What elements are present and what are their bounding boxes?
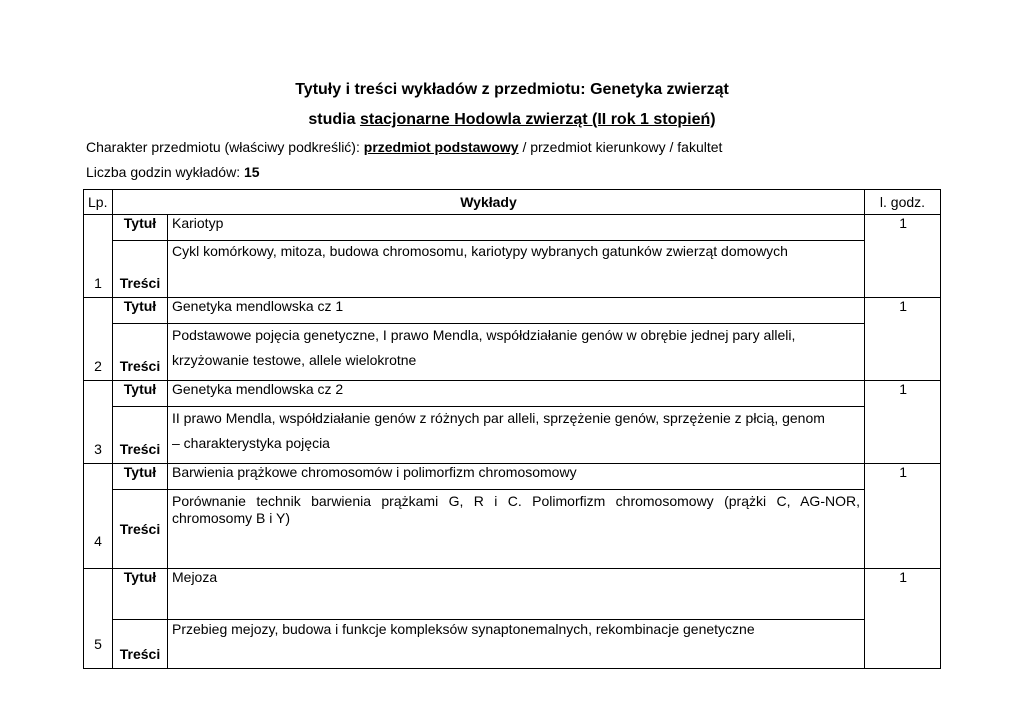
header-wyklady: Wykłady bbox=[113, 190, 865, 215]
row-tresci-text: Porównanie technik barwienia prążkami G, R i C. Polimorfizm chromosomowy (prążki C, AG-NOR, chromosomy B i Y) bbox=[172, 493, 860, 526]
course-type-label: Charakter przedmiotu (właściwy podkreślić): bbox=[86, 139, 364, 155]
course-type-options: / przedmiot kierunkowy / fakultet bbox=[518, 139, 723, 155]
row-tresci bbox=[168, 620, 865, 669]
row-tresci-text: Przebieg mejozy, budowa i funkcje kompleksów synaptonemalnych, rekombinacje genetyczne bbox=[172, 621, 755, 637]
row-lp: 4 bbox=[84, 464, 113, 569]
table-row bbox=[84, 324, 941, 381]
row-lp: 3 bbox=[84, 381, 113, 464]
label-tytul: Tytuł bbox=[113, 298, 168, 324]
label-tresci: Treści bbox=[113, 407, 168, 464]
label-tytul: Tytuł bbox=[113, 381, 168, 407]
row-lp: 2 bbox=[84, 298, 113, 381]
table-row bbox=[84, 215, 941, 241]
table-row bbox=[84, 298, 941, 324]
row-tresci-text: Cykl komórkowy, mitoza, budowa chromosomu, kariotypy wybranych gatunków zwierząt domowych bbox=[172, 243, 788, 259]
row-tytul: Barwienia prążkowe chromosomów i polimorfizm chromosomowy bbox=[168, 464, 865, 490]
subtitle-program: stacjonarne Hodowla zwierząt (II rok 1 stopień) bbox=[359, 111, 716, 128]
row-godz: 1 bbox=[865, 298, 941, 381]
label-tresci: Treści bbox=[113, 241, 168, 298]
row-lp: 5 bbox=[84, 569, 113, 669]
table-row bbox=[84, 407, 941, 464]
row-tytul: Genetyka mendlowska cz 2 bbox=[168, 381, 865, 407]
row-godz: 1 bbox=[865, 215, 941, 298]
table-row bbox=[84, 381, 941, 407]
row-lp: 1 bbox=[84, 215, 113, 298]
table-row bbox=[84, 464, 941, 490]
course-type-selected: przedmiot podstawowy bbox=[363, 139, 519, 155]
row-tresci-line-1: Podstawowe pojęcia genetyczne, I prawo Mendla, współdziałanie genów w obrębie jednej pary alleli, bbox=[172, 327, 796, 343]
label-tytul: Tytuł bbox=[113, 569, 168, 620]
table-row bbox=[84, 569, 941, 620]
row-tresci-line-2: krzyżowanie testowe, allele wielokrotne bbox=[172, 352, 417, 368]
document-subtitle bbox=[0, 111, 1024, 129]
row-tytul: Mejoza bbox=[168, 569, 865, 620]
header-godz: l. godz. bbox=[865, 190, 941, 215]
row-tresci bbox=[168, 490, 865, 569]
row-tresci-line-2: – charakterystyka pojęcia bbox=[172, 435, 330, 451]
label-tytul: Tytuł bbox=[113, 464, 168, 490]
table-row bbox=[84, 241, 941, 298]
table-row bbox=[84, 620, 941, 669]
row-tresci-line-1: II prawo Mendla, współdziałanie genów z różnych par alleli, sprzężenie genów, sprzężenie z płcią, genom bbox=[172, 410, 825, 426]
label-tresci: Treści bbox=[113, 490, 168, 569]
lecture-hours-value: 15 bbox=[243, 164, 260, 180]
label-tresci: Treści bbox=[113, 324, 168, 381]
table-row bbox=[84, 490, 941, 569]
course-type-line bbox=[86, 139, 722, 155]
lectures-table bbox=[83, 189, 941, 669]
label-tresci: Treści bbox=[113, 620, 168, 669]
subtitle-prefix: studia bbox=[308, 111, 360, 128]
row-tytul: Kariotyp bbox=[168, 215, 865, 241]
row-tytul: Genetyka mendlowska cz 1 bbox=[168, 298, 865, 324]
label-tytul: Tytuł bbox=[113, 215, 168, 241]
row-godz: 1 bbox=[865, 569, 941, 669]
row-tresci bbox=[168, 407, 865, 464]
row-godz: 1 bbox=[865, 464, 941, 569]
row-tresci bbox=[168, 324, 865, 381]
row-godz: 1 bbox=[865, 381, 941, 464]
lecture-hours-label: Liczba godzin wykładów: bbox=[86, 164, 244, 180]
row-tresci bbox=[168, 241, 865, 298]
document-title: Tytuły i treści wykładów z przedmiotu: Genetyka zwierząt bbox=[295, 81, 729, 98]
table-header-row bbox=[84, 190, 941, 215]
lecture-hours-line bbox=[86, 164, 260, 180]
header-lp: Lp. bbox=[84, 190, 113, 215]
